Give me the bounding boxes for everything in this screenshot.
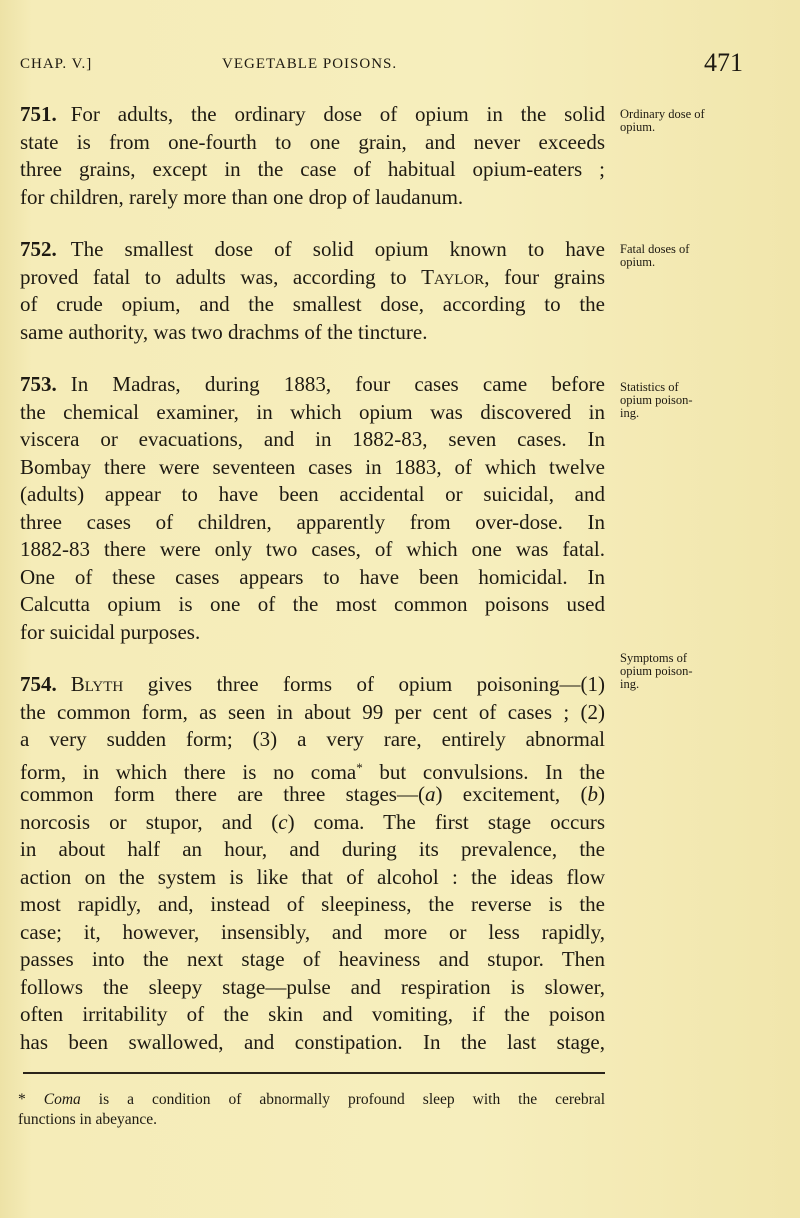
text-line: [20, 129, 605, 157]
text-segment: proved fatal to adults was, according to: [20, 264, 422, 289]
paragraph-754: [20, 671, 605, 1056]
text-segment: follows the sleepy stage—pulse and respiration is slower,: [20, 974, 605, 999]
footnote-line: [18, 1110, 605, 1130]
text-line: [20, 946, 605, 974]
paragraph-number: 751.: [20, 102, 57, 126]
text-line: [20, 156, 605, 184]
text-segment: of crude opium, and the smallest dose, according to the: [20, 292, 605, 316]
margin-note-line: opium poison-: [620, 664, 693, 678]
margin-note-line: opium poison-: [620, 393, 693, 407]
paragraph-number: 753.: [20, 372, 57, 396]
text-line: [20, 809, 605, 837]
text-segment: state is from one-fourth to one grain, and never exceeds: [20, 129, 605, 154]
text-segment: norcosis or stupor, and (: [20, 809, 279, 834]
margin-note-line: Statistics of: [620, 380, 679, 394]
text-segment: for children, rarely more than one drop of laudanum.: [20, 184, 464, 209]
text-segment: viscera or evacuations, and in 1882-83, seven cases. In: [20, 427, 605, 451]
page-number: 471: [704, 48, 743, 77]
text-line: [20, 319, 605, 347]
text-segment: for suicidal purposes.: [20, 619, 201, 644]
text-line: [20, 1001, 605, 1029]
text-segment: 1882-83 there were only two cases, of which one was fatal.: [20, 537, 605, 561]
text-line: [20, 426, 605, 454]
text-segment: gives three forms of opium poisoning—(1): [123, 672, 605, 696]
text-line: [20, 754, 605, 782]
text-line: [20, 836, 605, 864]
text-line: [20, 591, 605, 619]
footnote-line: [18, 1090, 605, 1110]
text-segment: a: [424, 782, 436, 806]
text-segment: One of these cases appears to have been homicidal. In: [20, 564, 605, 589]
paragraph-753: [20, 371, 605, 646]
text-line: [20, 454, 605, 482]
margin-note-symptoms: [620, 652, 790, 691]
text-line: [20, 891, 605, 919]
margin-note-line: ing.: [620, 406, 640, 420]
margin-note-statistics: [620, 381, 790, 420]
text-segment: passes into the next stage of heaviness and stupor. Then: [20, 947, 605, 971]
author-name: Taylor: [421, 264, 485, 289]
text-segment: form, in which there is no coma: [20, 759, 357, 784]
text-segment: often irritability of the skin and vomiting, if the poison: [20, 1002, 605, 1026]
text-line: [20, 399, 605, 427]
text-segment: The smallest dose of solid opium known to have: [70, 237, 605, 261]
footnote: [18, 1090, 605, 1130]
text-segment: but convulsions. In the: [362, 759, 605, 784]
text-segment: common form there are three stages—(: [20, 782, 425, 806]
text-line: [20, 564, 605, 592]
text-line: [20, 1029, 605, 1057]
text-line: [20, 236, 605, 264]
running-head-chapter: CHAP. V.]: [20, 56, 93, 72]
text-segment: ) excitement, (: [435, 782, 588, 806]
text-line: [20, 919, 605, 947]
text-segment: functions in abeyance.: [18, 1111, 158, 1128]
text-segment: same authority, was two drachms of the tincture.: [20, 319, 428, 344]
text-segment: Calcutta opium is one of the most common poisons used: [20, 592, 605, 616]
text-segment: Bombay there were seventeen cases in 1883, of which twelve: [20, 454, 605, 479]
margin-note-line: ing.: [620, 677, 640, 691]
text-segment: For adults, the ordinary dose of opium in the solid: [70, 102, 605, 126]
text-segment: ) coma. The first stage occurs: [287, 809, 605, 834]
text-segment: In Madras, during 1883, four cases came before: [70, 372, 605, 396]
text-segment: a very sudden form; (3) a very rare, entirely abnormal: [20, 727, 605, 751]
text-segment: c: [278, 809, 288, 834]
text-segment: , four grains: [484, 264, 605, 289]
footnote-divider: [23, 1072, 605, 1074]
text-line: [20, 671, 605, 699]
paragraph-751: [20, 101, 605, 211]
margin-note-line: opium.: [620, 255, 656, 269]
text-segment: most rapidly, and, instead of sleepiness, the reverse is the: [20, 892, 605, 916]
text-segment: *: [18, 1091, 44, 1108]
footnote-marker: *: [356, 759, 363, 775]
text-line: [20, 481, 605, 509]
margin-note-fatal-doses: [620, 243, 790, 269]
text-segment: three grains, except in the case of habitual opium-eaters ;: [20, 157, 605, 181]
text-line: [20, 291, 605, 319]
text-line: [20, 864, 605, 892]
running-head-title: VEGETABLE POISONS.: [222, 56, 398, 72]
author-name: Blyth: [70, 672, 124, 696]
text-line: [20, 619, 605, 647]
text-line: [20, 101, 605, 129]
text-line: [20, 371, 605, 399]
text-line: [20, 781, 605, 809]
text-segment: action on the system is like that of alcohol : the ideas flow: [20, 864, 605, 889]
text-segment: Coma: [43, 1091, 81, 1108]
paragraph-752: [20, 236, 605, 346]
text-line: [20, 726, 605, 754]
paragraph-number: 754.: [20, 672, 57, 696]
text-segment: has been swallowed, and constipation. In the last stage,: [20, 1029, 605, 1054]
text-line: [20, 184, 605, 212]
paragraph-number: 752.: [20, 237, 57, 261]
text-line: [20, 264, 605, 292]
text-segment: case; it, however, insensibly, and more or less rapidly,: [20, 919, 605, 944]
text-segment: (adults) appear to have been accidental or suicidal, and: [20, 482, 605, 506]
text-line: [20, 974, 605, 1002]
margin-note-line: opium.: [620, 120, 656, 134]
margin-note-line: Symptoms of: [620, 651, 688, 665]
text-segment: is a condition of abnormally profound sleep with the cerebral: [80, 1091, 605, 1108]
text-line: [20, 536, 605, 564]
body-text: [20, 101, 605, 1081]
text-segment: ): [598, 782, 606, 806]
text-line: [20, 509, 605, 537]
text-segment: b: [587, 782, 599, 806]
text-segment: in about half an hour, and during its prevalence, the: [20, 837, 605, 861]
text-line: [20, 699, 605, 727]
margin-note-ordinary-dose: [620, 108, 790, 134]
text-segment: the common form, as seen in about 99 per cent of cases ; (2): [20, 699, 605, 724]
text-segment: three cases of children, apparently from over-dose. In: [20, 509, 605, 534]
margin-note-line: Ordinary dose of: [620, 107, 705, 121]
text-segment: the chemical examiner, in which opium was discovered in: [20, 399, 605, 424]
margin-note-line: Fatal doses of: [620, 242, 690, 256]
